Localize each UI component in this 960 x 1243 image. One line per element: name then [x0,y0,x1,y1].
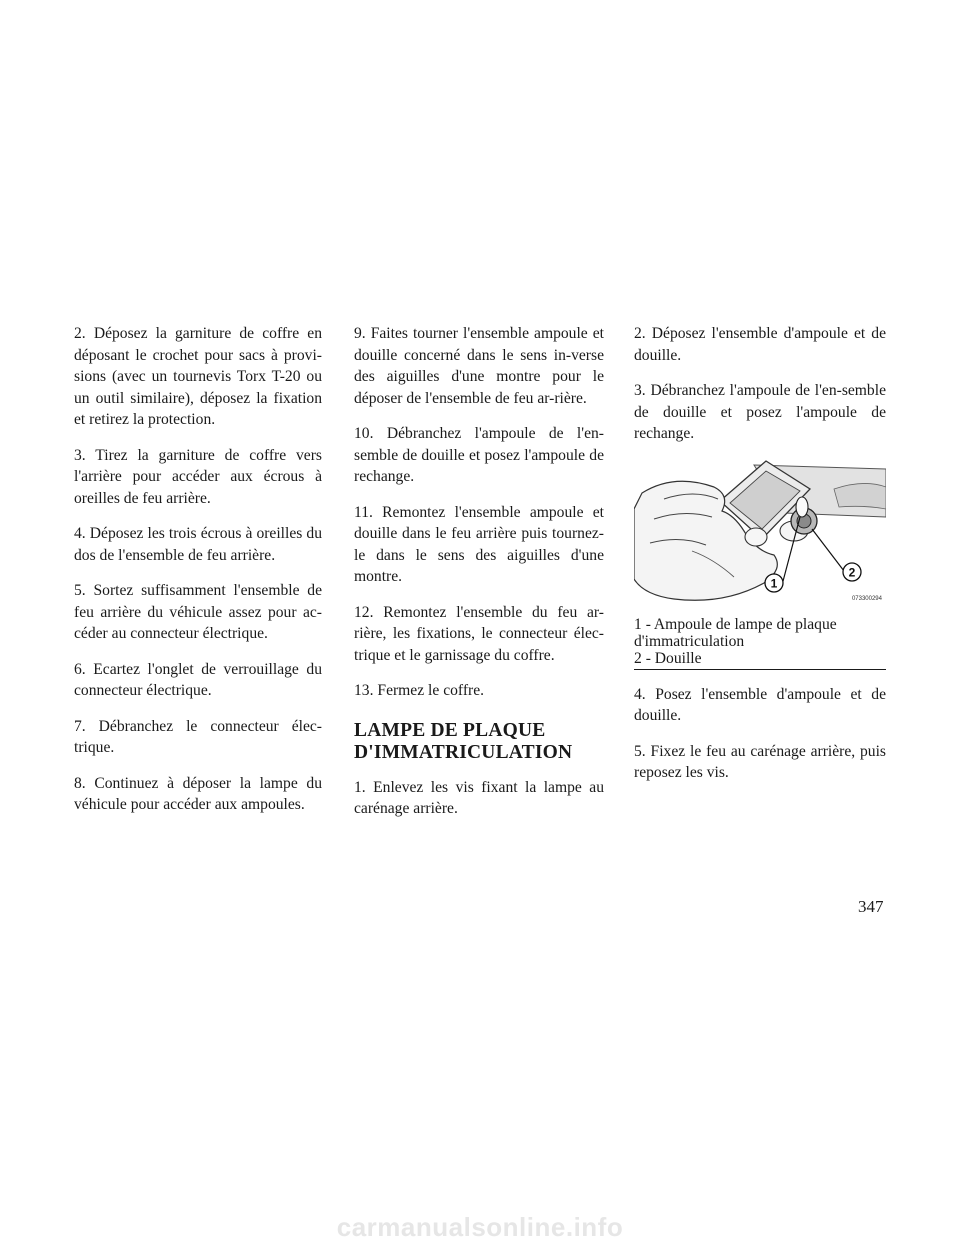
caption-line: 1 - Ampoule de lampe de plaque [634,615,837,633]
step-paragraph: 5. Fixez le feu au carénage arrière, puis reposez les vis. [634,742,886,781]
column-3 [634,323,886,798]
license-lamp-figure [634,459,886,606]
caption-line: d'immatriculation [634,632,745,650]
step-paragraph: 7. Débranchez le connecteur élec-trique. [74,717,322,756]
step-paragraph: 8. Continuez à déposer la lampe du véhicule pour accéder aux ampoules. [74,774,322,813]
image-code: 073300294 [851,595,882,602]
watermark: carmanualsonline.info [336,1212,624,1242]
callout-2-label: 2 [848,565,856,579]
step-paragraph: 11. Remontez l'ensemble ampoule et douille dans le feu arrière puis tournez-le dans le sens des aiguilles d'une montre. [354,503,604,585]
column-1 [74,323,322,830]
section-heading [354,720,604,764]
column-2 [354,323,604,834]
figure-caption [634,616,886,670]
section-heading-line1: LAMPE DE PLAQUE [354,719,546,741]
step-paragraph: 1. Enlevez les vis fixant la lampe au carénage arrière. [354,778,604,817]
caption-line: 2 - Douille [634,649,702,667]
step-paragraph: 3. Débranchez l'ampoule de l'en-semble de douille et posez l'ampoule de rechange. [634,382,886,442]
step-paragraph: 12. Remontez l'ensemble du feu ar-rière, les fixations, le connecteur élec-trique et le garnissage du coffre. [354,603,604,664]
step-paragraph: 5. Sortez suffisamment l'ensemble de feu arrière du véhicule assez pour ac-céder au connecteur électrique. [74,582,322,642]
page-number: 347 [858,897,884,916]
step-paragraph: 2. Déposez l'ensemble d'ampoule et de douille. [634,325,886,364]
step-paragraph: 9. Faites tourner l'ensemble ampoule et douille concerné dans le sens in-verse des aiguilles d'une montre pour le déposer de l'ensemble de feu ar-rière. [354,325,604,407]
license-lamp-illustration [634,459,886,606]
section-heading-line2: D'IMMATRICULATION [354,741,573,763]
step-paragraph: 4. Déposez les trois écrous à oreilles du dos de l'ensemble de feu arrière. [74,525,322,564]
step-paragraph: 2. Déposez la garniture de coffre en déposant le crochet pour sacs à provi-sions (avec un tournevis Torx T-20 ou un outil similaire), déposez la fixation et retirez la protection. [74,325,322,428]
callout-1-label: 1 [770,576,778,590]
step-paragraph: 10. Débranchez l'ampoule de l'en-semble de douille et posez l'ampoule de rechange. [354,425,604,485]
step-paragraph: 13. Fermez le coffre. [354,682,485,699]
step-paragraph: 6. Ecartez l'onglet de verrouillage du connecteur électrique. [74,660,322,699]
step-paragraph: 3. Tirez la garniture de coffre vers l'arrière pour accéder aux écrous à oreilles de feu arrière. [74,446,322,507]
step-paragraph: 4. Posez l'ensemble d'ampoule et de douille. [634,685,886,724]
